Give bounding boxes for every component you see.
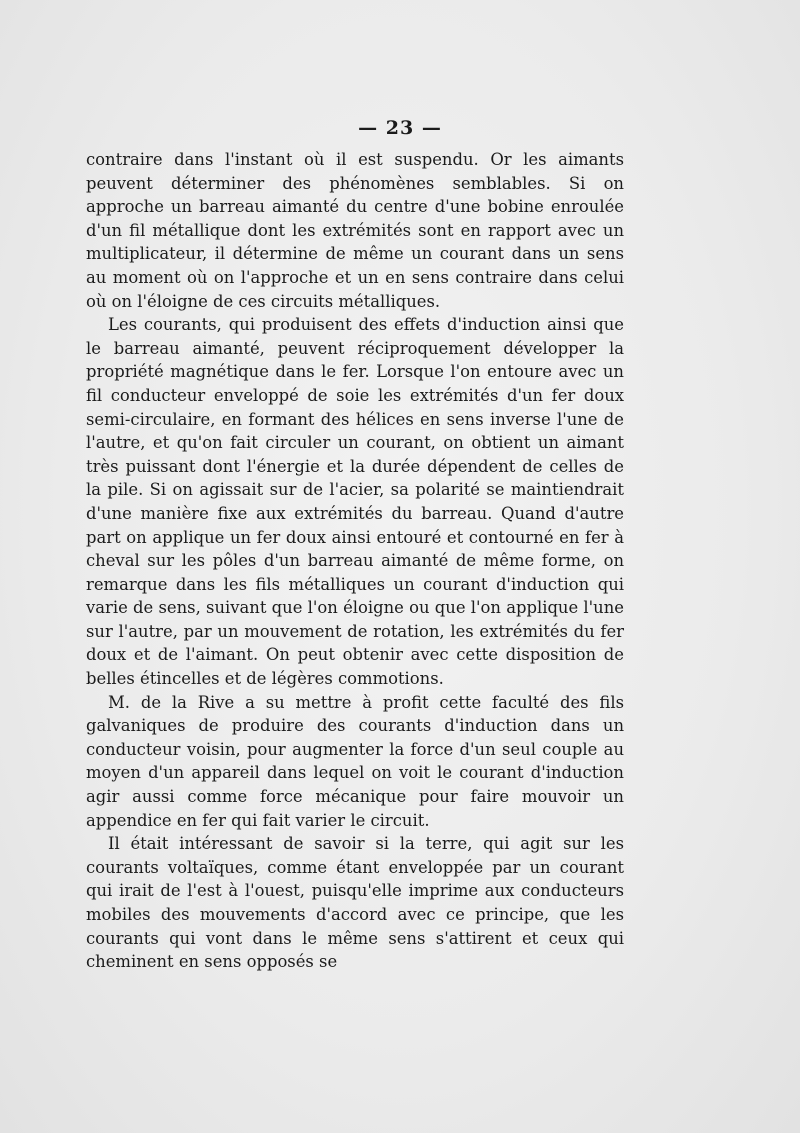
page-number: — 23 — (358, 117, 442, 139)
paragraph-1: contraire dans l'instant où il est suspendu. Or les aimants peuvent déterminer des phénomènes semblables. Si on approche un barreau aimanté du centre d'une bobine enroulée d'un fil métallique dont les extrémités sont en rapport avec un multiplicateur, il détermine de même un courant dans un sens au moment où on l'approche et un en sens contraire dans celui où on l'éloigne de ces circuits métalliques. (86, 150, 624, 311)
paragraph-4: Il était intéressant de savoir si la terre, qui agit sur les courants voltaïques, comme étant enveloppée par un courant qui irait de l'est à l'ouest, puisqu'elle imprime aux conducteurs mobiles des mouvements d'accord avec ce principe, que les courants qui vont dans le même sens s'attirent et ceux qui cheminent en sens opposés se (86, 834, 624, 972)
paragraph-3: M. de la Rive a su mettre à profit cette faculté des fils galvaniques de produire des courants d'induction dans un conducteur voisin, pour augmenter la force d'un seul couple au moyen d'un appareil dans lequel on voit le courant d'induction agir aussi comme force mécanique pour faire mouvoir un appendice en fer qui fait varier le circuit. (86, 692, 624, 830)
body-text (86, 148, 624, 974)
paragraph-2: Les courants, qui produisent des effets d'induction ainsi que le barreau aimanté, peuvent réciproquement développer la propriété magnétique dans le fer. Lorsque l'on entoure avec un fil conducteur enveloppé de soie les extrémités d'un fer doux semi-circulaire, en formant des hélices en sens inverse l'une de l'autre, et qu'on fait circuler un courant, on obtient un aimant très puissant dont l'énergie et la durée dépendent de celles de la pile. Si on agissait sur de l'acier, sa polarité se maintiendrait d'une manière fixe aux extrémités du barreau. Quand d'autre part on applique un fer doux ainsi entouré et contourné en fer à cheval sur les pôles d'un barreau aimanté de même forme, on remarque dans les fils métalliques un courant d'induction qui varie de sens, suivant que l'on éloigne ou que l'on applique l'une sur l'autre, par un mouvement de rotation, les extrémités du fer doux et de l'aimant. On peut obtenir avec cette disposition de belles étincelles et de légères commotions. (86, 315, 624, 689)
